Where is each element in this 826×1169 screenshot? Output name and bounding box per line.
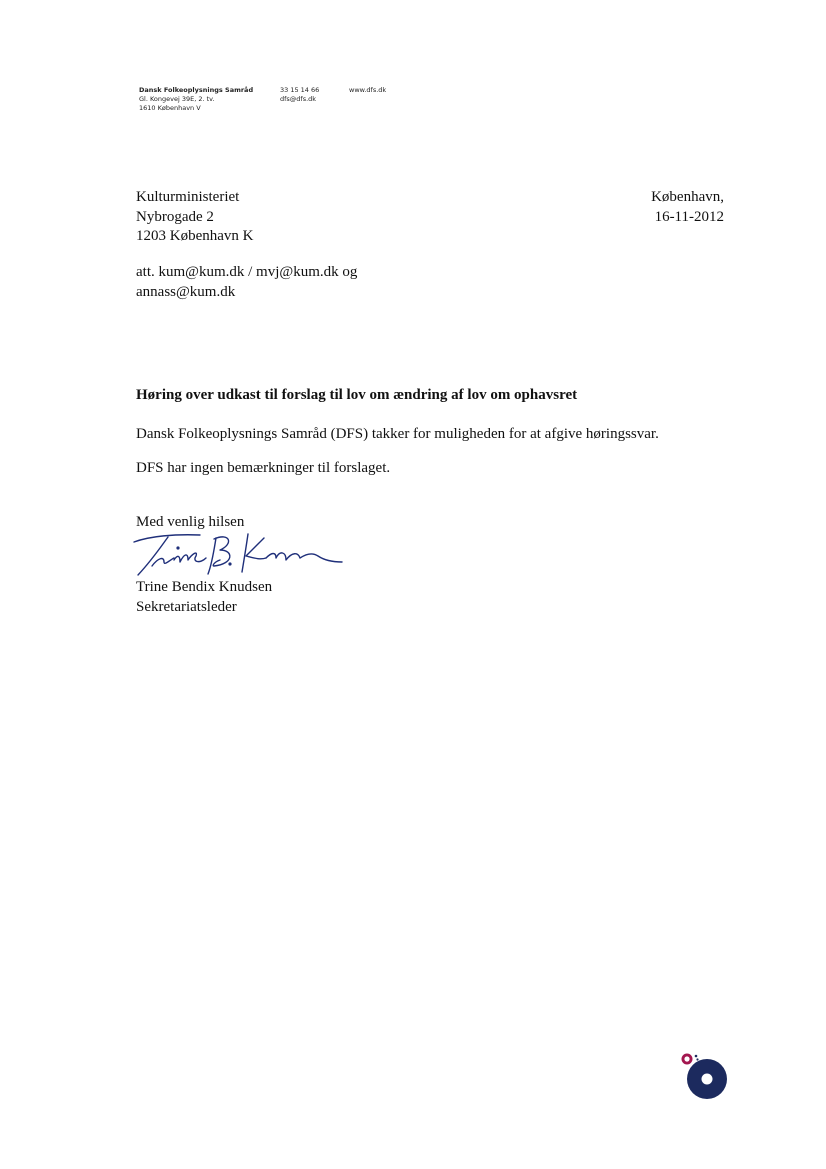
- logo-magenta-hole: [684, 1056, 689, 1061]
- org-address-line1: Gl. Kongevej 39E, 2. tv.: [139, 95, 215, 103]
- org-website[interactable]: www.dfs.dk: [349, 86, 387, 94]
- letterhead-organization: [139, 86, 253, 113]
- recipient-street: Nybrogade 2: [136, 208, 214, 225]
- logo-dot-small-2: [696, 1058, 698, 1060]
- attention-line1: att. kum@kum.dk / mvj@kum.dk og: [136, 264, 358, 280]
- dateline-place: København,: [651, 189, 724, 205]
- org-email[interactable]: dfs@dfs.dk: [280, 95, 317, 103]
- logo-navy-hole: [702, 1074, 713, 1085]
- recipient-name: Kulturministeriet: [136, 189, 240, 205]
- handwritten-signature: [130, 530, 345, 578]
- org-name: Dansk Folkeoplysnings Samråd: [139, 86, 254, 94]
- attention-block: [136, 263, 357, 302]
- signer-name: Trine Bendix Knudsen: [136, 579, 273, 595]
- closing-salutation: Med venlig hilsen: [136, 514, 245, 530]
- dateline: [651, 188, 724, 227]
- letterhead-contact: [280, 86, 319, 104]
- letterhead-web: [349, 86, 386, 95]
- org-address-line2: 1610 København V: [139, 104, 201, 112]
- recipient-city: 1203 København K: [136, 228, 254, 244]
- subject-heading: Høring over udkast til forslag til lov om ændring af lov om ophavsret: [136, 387, 578, 403]
- dateline-date: 16-11-2012: [654, 208, 724, 225]
- org-phone: 33 15 14 66: [280, 86, 320, 94]
- signer-block: [136, 578, 272, 617]
- signer-title: Sekretariatsleder: [136, 598, 237, 615]
- logo-dot-small-1: [695, 1055, 698, 1058]
- attention-line2: annass@kum.dk: [136, 283, 236, 300]
- dfs-logo: [676, 1048, 732, 1104]
- recipient-address: [136, 188, 253, 247]
- body-paragraph-2: DFS har ingen bemærkninger til forslaget.: [136, 460, 391, 476]
- body-paragraph-1: Dansk Folkeoplysnings Samråd (DFS) takker for muligheden for at afgive høringssvar.: [136, 426, 659, 442]
